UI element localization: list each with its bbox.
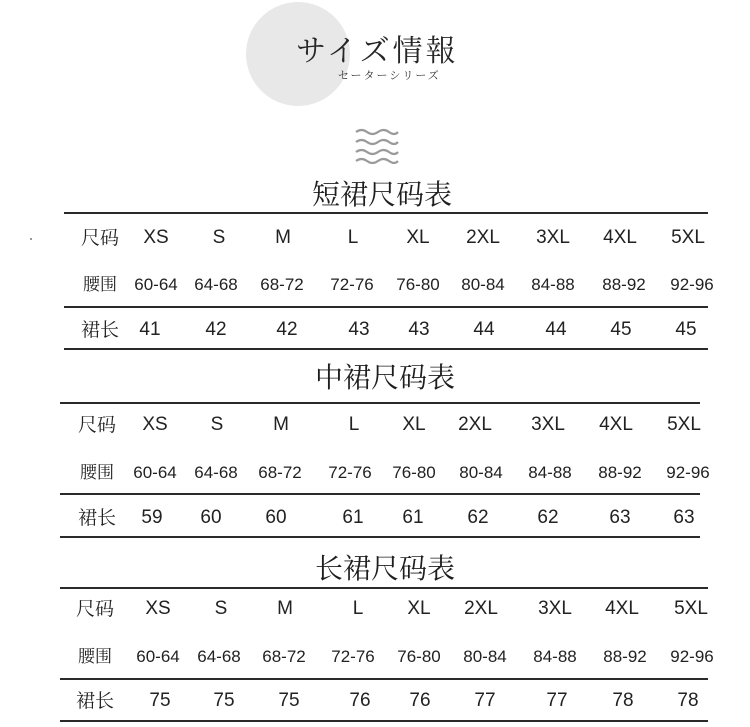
length-cell: 44 xyxy=(545,319,567,340)
size-cell: M xyxy=(273,414,289,435)
waist-cell: 88-92 xyxy=(603,647,647,666)
waist-cell: 68-72 xyxy=(260,275,304,294)
length-cell: 44 xyxy=(473,319,495,340)
waist-cell: 84-88 xyxy=(533,647,577,666)
table-title: 短裙尺码表 xyxy=(312,178,453,211)
size-row-label: 尺码 xyxy=(77,414,117,436)
length-cell: 59 xyxy=(141,507,163,528)
size-cell: 4XL xyxy=(603,227,637,248)
waist-cell: 88-92 xyxy=(602,275,646,294)
page-subtitle: セーターシリーズ xyxy=(338,69,441,82)
size-cell: 5XL xyxy=(674,598,708,619)
size-cell: 2XL xyxy=(464,598,498,619)
length-cell: 45 xyxy=(610,319,632,340)
waist-cell: 68-72 xyxy=(262,647,306,666)
waist-cell: 84-88 xyxy=(528,463,572,482)
size-cell: 5XL xyxy=(667,414,701,435)
size-cell: XL xyxy=(406,227,430,248)
waist-row-label: 腰围 xyxy=(83,275,117,295)
waist-cell: 92-96 xyxy=(670,647,714,666)
size-cell: XS xyxy=(142,414,168,435)
length-cell: 61 xyxy=(342,507,364,528)
size-cell: 5XL xyxy=(671,227,705,248)
size-cell: S xyxy=(214,598,228,619)
waist-cell: 84-88 xyxy=(531,275,575,294)
length-cell: 76 xyxy=(409,690,431,711)
length-cell: 60 xyxy=(200,507,222,528)
waist-cell: 72-76 xyxy=(331,647,375,666)
size-cell: 2XL xyxy=(458,414,492,435)
length-cell: 77 xyxy=(546,690,568,711)
length-cell: 63 xyxy=(673,507,695,528)
waist-cell: 60-64 xyxy=(133,463,177,482)
size-cell: S xyxy=(212,227,226,248)
waist-cell: 72-76 xyxy=(330,275,374,294)
length-cell: 43 xyxy=(408,319,430,340)
waist-row-label: 腰围 xyxy=(78,647,112,667)
row-divider xyxy=(60,678,708,680)
size-cell: L xyxy=(352,598,364,619)
length-cell: 60 xyxy=(265,507,287,528)
waist-cell: 64-68 xyxy=(194,463,238,482)
length-row-label: 裙长 xyxy=(77,507,117,529)
size-cell: XS xyxy=(145,598,171,619)
page-title: サイズ情報 xyxy=(296,34,459,69)
length-cell: 63 xyxy=(609,507,631,528)
waist-cell: 60-64 xyxy=(134,275,178,294)
waist-cell: 68-72 xyxy=(258,463,302,482)
size-cell: XL xyxy=(402,414,426,435)
size-cell: 2XL xyxy=(466,227,500,248)
length-cell: 62 xyxy=(467,507,489,528)
size-cell: 3XL xyxy=(536,227,570,248)
size-row-label: 尺码 xyxy=(80,227,120,249)
length-cell: 78 xyxy=(612,690,634,711)
size-cell: XL xyxy=(407,598,431,619)
table-title: 中裙尺码表 xyxy=(315,361,456,394)
size-cell: L xyxy=(348,414,360,435)
size-row-label: 尺码 xyxy=(75,598,115,620)
waist-cell: 80-84 xyxy=(459,463,503,482)
length-cell: 61 xyxy=(402,507,424,528)
waist-cell: 72-76 xyxy=(328,463,372,482)
waist-cell: 92-96 xyxy=(666,463,710,482)
size-cell: M xyxy=(277,598,293,619)
waist-cell: 80-84 xyxy=(463,647,507,666)
waist-cell: 76-80 xyxy=(396,275,440,294)
length-cell: 42 xyxy=(205,319,227,340)
length-cell: 75 xyxy=(278,690,300,711)
length-cell: 41 xyxy=(139,319,161,340)
table-title: 长裙尺码表 xyxy=(315,552,456,585)
size-cell: 3XL xyxy=(538,598,572,619)
table-bottom-line xyxy=(60,720,708,722)
length-cell: 78 xyxy=(677,690,699,711)
length-row-label: 裙长 xyxy=(80,319,120,341)
length-cell: 62 xyxy=(537,507,559,528)
length-cell: 43 xyxy=(348,319,370,340)
waist-cell: 64-68 xyxy=(194,275,238,294)
size-cell: XS xyxy=(143,227,169,248)
length-cell: 42 xyxy=(276,319,298,340)
size-cell: 3XL xyxy=(531,414,565,435)
length-cell: 77 xyxy=(474,690,496,711)
size-cell: 4XL xyxy=(599,414,633,435)
length-cell: 75 xyxy=(149,690,171,711)
size-cell: L xyxy=(347,227,359,248)
size-cell: S xyxy=(210,414,224,435)
waist-cell: 92-96 xyxy=(670,275,714,294)
waist-cell: 80-84 xyxy=(461,275,505,294)
size-cell: M xyxy=(275,227,291,248)
size-cell: 4XL xyxy=(605,598,639,619)
length-row-label: 裙长 xyxy=(75,690,115,712)
length-cell: 76 xyxy=(349,690,371,711)
waist-cell: 88-92 xyxy=(598,463,642,482)
length-cell: 75 xyxy=(213,690,235,711)
waist-cell: 76-80 xyxy=(397,647,441,666)
waist-row-label: 腰围 xyxy=(80,463,114,483)
length-cell: 45 xyxy=(675,319,697,340)
waist-cell: 60-64 xyxy=(136,647,180,666)
waist-cell: 64-68 xyxy=(197,647,241,666)
waist-cell: 76-80 xyxy=(392,463,436,482)
